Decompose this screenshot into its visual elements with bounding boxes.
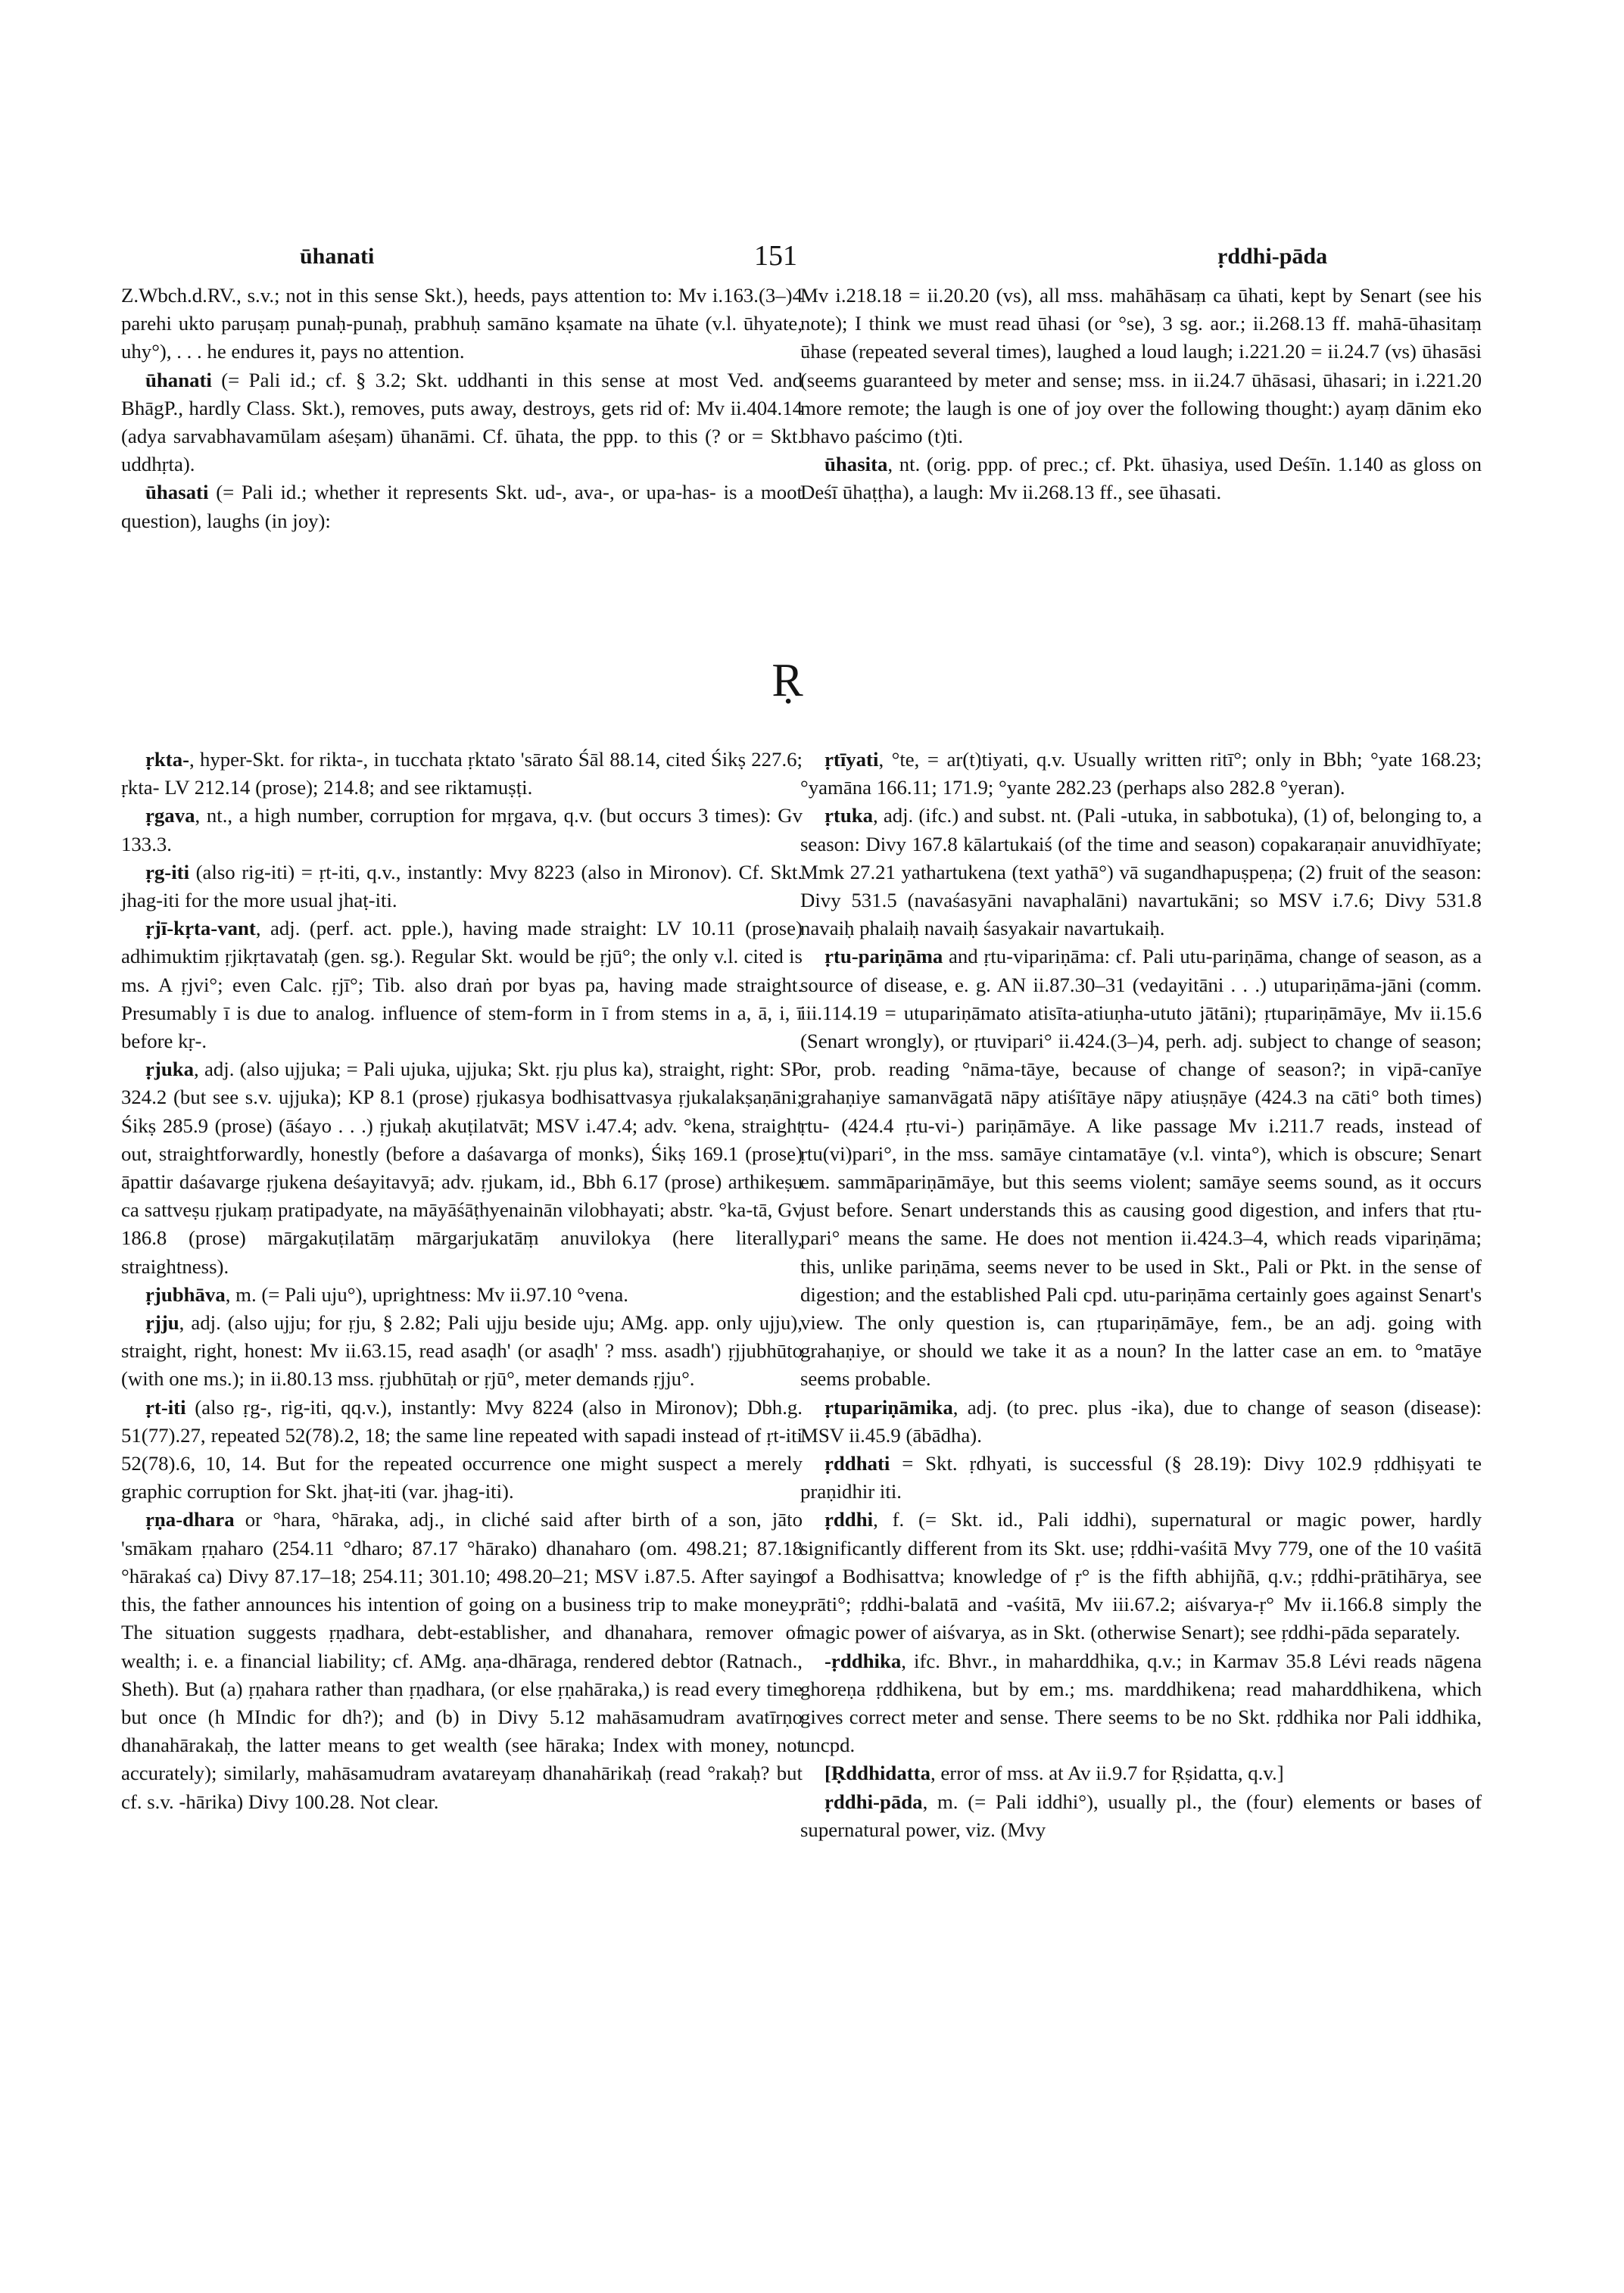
section-letter bbox=[757, 657, 818, 704]
entry bbox=[121, 1055, 803, 1281]
entry-head: ṛtuka bbox=[824, 804, 874, 827]
entry-head: ūhanati bbox=[145, 368, 212, 391]
entry-text: = Skt. ṛdhyati, is successful (§ 28.19): Divy 102.9 ṛddhiṣyati te praṇidhir iti. bbox=[800, 1452, 1482, 1503]
entry-head: ṛtu-pariṇāma bbox=[824, 945, 943, 968]
entry-head: ṛjī-kṛta-vant bbox=[145, 917, 256, 940]
entry-head: ūhasita bbox=[824, 453, 888, 476]
entry bbox=[121, 1394, 803, 1506]
entry-text: , adj. (perf. act. pple.), having made straight: LV 10.11 (prose) adhimuktim ṛjikṛtavataḥ (gen. sg.). Regular Skt. would be ṛjū°; the only v.l. cited is ms. A ṛjvi°; even Calc. ṛjī°; Tib. also draṅ por byas pa, having made straight. Presumably ī is due to analog. influence of stem-form in ī from stems in a, ā, i, ī before kṛ-. bbox=[121, 917, 803, 1053]
entry-head: [Ṛddhidatta bbox=[824, 1762, 930, 1785]
entry-text: or °hara, °hāraka, adj., in cliché said after birth of a son, jāto 'smākam ṛṇaharo (254.11 °dharo; 87.17 °hārako) dhanaharo (om. 498.21; 87.18 °hārakaś ca) Divy 87.17–18; 254.11; 301.10; 498.20–21; MSV i.87.5. After saying this, the father announces his intention of going on a business trip to make money. The situation suggests ṛṇadhara, debt-establisher, and dhanahara, remover of wealth; i. e. a financial liability; cf. AMg. aṇa-dhāraga, rendered debtor (Ratnach., Sheth). But (a) ṛṇahara rather than ṛṇadhara, (or else ṛṇahāraka,) is read every time but once (h MIndic for dh?); and (b) in Divy 5.12 mahāsamudram avatīrṇo dhanahārakaḥ, the latter means to get wealth (see hāraka; Index with money, not accurately); similarly, mahāsamudram avatareyaṃ dhanahārikaḥ (read °rakaḥ? but cf. s.v. -hārika) Divy 100.28. Not clear. bbox=[121, 1508, 803, 1813]
entry-head: -ṛddhika bbox=[824, 1649, 902, 1672]
entry bbox=[121, 1309, 803, 1394]
entry-text: (= Pali id.; whether it represents Skt. ud-, ava-, or upa-has- is a moot question), laughs (in joy): bbox=[121, 481, 803, 532]
entry-text: , m. (= Pali uju°), uprightness: Mv ii.97.10 °vena. bbox=[225, 1282, 628, 1306]
entry bbox=[121, 1506, 803, 1815]
top-right-column bbox=[800, 282, 1482, 507]
main-right-column bbox=[800, 746, 1482, 1844]
entry-text: , adj. (to prec. plus -ika), due to change of season (disease): MSV ii.45.9 (ābādha). bbox=[800, 1395, 1482, 1447]
entry-head: ṛkta- bbox=[145, 748, 190, 771]
entry bbox=[800, 450, 1482, 506]
entry-head: ṛddhati bbox=[824, 1452, 890, 1475]
entry bbox=[800, 746, 1482, 802]
entry-text: , nt. (orig. ppp. of prec.; cf. Pkt. ūhasiya, used Deśīn. 1.140 as gloss on Deśī ūhaṭṭha), a laugh: Mv ii.268.13 ff., see ūhasati. bbox=[800, 453, 1482, 504]
entry-text: , °te, = ar(t)tiyati, q.v. Usually written ritī°; only in Bbh; °yate 168.23; °yamāna 166.11; 171.9; °yante 282.23 (perhaps also 282.8 °yeran). bbox=[800, 748, 1482, 799]
entry bbox=[121, 746, 803, 802]
entry bbox=[121, 366, 803, 479]
entry-text: , hyper-Skt. for rikta-, in tucchata ṛktato 'sārato Śāl 88.14, cited Śikṣ 227.6; ṛkta- LV 212.14 (prose); 214.8; and see riktamuṣṭi. bbox=[121, 748, 803, 799]
entry-text: , error of mss. at Av ii.9.7 for Ṛṣidatta, q.v.] bbox=[930, 1762, 1284, 1785]
entry-text: Z.Wbch.d.RV., s.v.; not in this sense Skt.), heeds, pays attention to: Mv i.163.(3–)4 parehi ukto paruṣaṃ punaḥ-punaḥ, prabhuḥ samāno kṣamate na ūhate (v.l. ūhyate, uhy°), . . . he endures it, pays no attention. bbox=[121, 284, 803, 363]
entry bbox=[121, 914, 803, 1055]
entry-text: , ifc. Bhvr., in maharddhika, q.v.; in Karmav 35.8 Lévi reads nāgena ghoreṇa ṛddhikena, but by em.; ms. marddhikena; read maharddhikena, which gives correct meter and sense. There seems to be no Skt. ṛddhika nor Pali iddhika, uncpd. bbox=[800, 1649, 1482, 1757]
entry-head: ṛgava bbox=[145, 804, 195, 827]
entry-head: ṛddhi bbox=[824, 1508, 874, 1531]
entry-head: ūhasati bbox=[145, 481, 209, 504]
entry-text: , f. (= Skt. id., Pali iddhi), supernatural or magic power, hardly significantly different from its Skt. use; ṛddhi-vaśitā Mvy 779, one of the 10 vaśitā of a Bodhisattva; knowledge of ṛ° is the fifth abhijñā, q.v.; ṛddhi-prātihārya, see prāti°; ṛddhi-balatā and -vaśitā, Mv iii.67.2; aiśvarya-ṛ° Mv ii.166.8 simply the magic power of aiśvarya, as in Skt. (otherwise Senart); see ṛddhi-pāda separately. bbox=[800, 1508, 1482, 1644]
entry-text: , adj. (also ujju; for ṛju, § 2.82; Pali ujju beside uju; AMg. app. only ujju), straight, right, honest: Mv ii.63.15, read asaḍh' (or asaḍh' ? mss. asadh') ṛjjubhūto (with one ms.); in ii.80.13 mss. ṛjubhūtaḥ or ṛjū°, meter demands ṛjju°. bbox=[121, 1311, 803, 1391]
entry bbox=[800, 942, 1482, 1393]
running-head-right: ṛddhi-pāda bbox=[1217, 244, 1328, 269]
entry bbox=[800, 1450, 1482, 1506]
entry-text: Mv i.218.18 = ii.20.20 (vs), all mss. mahāhāsaṃ ca ūhati, kept by Senart (see his note); I think we must read ūhasi (or °se), 3 sg. aor.; ii.268.13 ff. mahā-ūhasitaṃ ūhase (repeated several times), laughed a loud laugh; i.221.20 = ii.24.7 (vs) ūhasāsi (seems guaranteed by meter and sense; mss. in ii.24.7 ūhāsasi, ūhasari; in i.221.20 more remote; the laugh is one of joy over the following thought:) ayaṃ dānim eko bhavo paścimo (t)ti. bbox=[800, 284, 1482, 448]
entry-head: ṛjubhāva bbox=[145, 1282, 226, 1306]
entry-head: ṛjju bbox=[145, 1311, 179, 1335]
entry bbox=[800, 1506, 1482, 1647]
entry bbox=[800, 282, 1482, 450]
section-letter-text: Ṛ bbox=[771, 655, 803, 706]
entry-text: , adj. (ifc.) and subst. nt. (Pali -utuka, in sabbotuka), (1) of, belonging to, a season: Divy 167.8 kālartukaiś (of the time and season) copakaraṇair anuvidhīyate; Mmk 27.21 yathartukena (text yathā°) vā sugandhapuṣpeṇa; (2) fruit of the season: Divy 531.5 (navaśasyāni navaphalāni) navartukāni; so MSV i.7.6; Divy 531.8 navaiḥ phalaiḥ navaiḥ śasyakair navartukaiḥ. bbox=[800, 804, 1482, 940]
entry-text: , adj. (also ujjuka; = Pali ujuka, ujjuka; Skt. ṛju plus ka), straight, right: SP 324.2 (but see s.v. ujjuka); KP 8.1 (prose) ṛjukasya bodhisattvasya ṛjukalakṣaṇāni; Śikṣ 285.9 (prose) (āśayo . . .) ṛjukaḥ akuṭilatvāt; MSV i.47.4; adv. °kena, straight out, straightforwardly, honestly (before a daśavarga of monks), Śikṣ 169.1 (prose) āpattir daśavarge ṛjukena deśayitavyā; adv. ṛjukam, id., Bbh 6.17 (prose) arthikeṣu ca sattveṣu ṛjukaṃ pratipadyate, na māyāśāṭhyenainān vilobhayati; abstr. °ka-tā, Gv 186.8 (prose) mārgakuṭilatāṃ mārgarjukatāṃ anuvilokya (here literally, straightness). bbox=[121, 1058, 803, 1278]
entry-head: ṛṇa-dhara bbox=[145, 1508, 235, 1531]
entry-text: and ṛtu-vipariṇāma: cf. Pali utu-pariṇāma, change of season, as a source of disease, e. g. AN ii.87.30–31 (vedayitāni . . .) utupariṇāma-jāni (comm. iii.114.19 = utupariṇāmato atisīta-atiuṇha-ututo jātāni); ṛtupariṇāmāye, Mv ii.15.6 (Senart wrongly), or ṛtuvipari° ii.424.(3–)4, perh. adj. subject to change of season; or, prob. reading °nāma-tāye, because of change of season?; in vipā-canīye grahaṇiye samanvāgatā nāpy atiśītāye nāpy atiuṣṇāye (424.3 na cāti° both times) ṛtu- (424.4 ṛtu-vi-) pariṇāmāye. A like passage Mv i.211.7 reads, instead of ṛtu(vi)pari°, in the mss. samāye cintamatāye (v.l. vinta°), which is obscure; Senart em. sammāpariṇāmāye, but this seems violent; samāye seems sound, as it occurs just before. Senart understands this as causing good digestion, and infers that ṛtu-pari° means the same. He does not mention ii.424.3–4, which reads vipariṇāma; this, unlike pariṇāma, seems never to be used in Skt., Pali or Pkt. in the sense of digestion; and the established Pali cpd. utu-pariṇāma certainly goes against Senart's view. The only question is, can ṛtupariṇāmāye, fem., be an adj. going with grahaṇiye, or should we take it as a noun? In the latter case an em. to °matāye seems probable. bbox=[800, 945, 1482, 1391]
main-left-column bbox=[121, 746, 803, 1816]
entry bbox=[121, 1281, 803, 1309]
entry-text: (= Pali id.; cf. § 3.2; Skt. uddhanti in this sense at most Ved. and BhāgP., hardly Class. Skt.), removes, puts away, destroys, gets rid of: Mv ii.404.14 (adya sarvabhavamūlam aśeṣam) ūhanāmi. Cf. ūhata, the ppp. to this (? or = Skt. uddhṛta). bbox=[121, 368, 803, 476]
entry bbox=[800, 1759, 1482, 1787]
page-number: 151 bbox=[754, 240, 797, 272]
entry bbox=[800, 1647, 1482, 1760]
entry-head: ṛtīyati bbox=[824, 748, 879, 771]
entry bbox=[800, 802, 1482, 942]
entry-head: ṛt-iti bbox=[145, 1395, 186, 1419]
entry-text: (also ṛg-, rig-iti, qq.v.), instantly: Mvy 8224 (also in Mironov); Dbh.g. 51(77).27, repeated 52(78).2, 18; the same line repeated with sapadi instead of ṛt-iti 52(78).6, 10, 14. But for the repeated occurrence one might suspect a merely graphic corruption for Skt. jhaṭ-iti (var. jhag-iti). bbox=[121, 1395, 803, 1503]
entry bbox=[800, 1394, 1482, 1450]
entry-head: ṛddhi-pāda bbox=[824, 1790, 923, 1813]
entry-text: (also rig-iti) = ṛt-iti, q.v., instantly: Mvy 8223 (also in Mironov). Cf. Skt. jhag-iti for the more usual jhaṭ-iti. bbox=[121, 860, 803, 912]
entry-head: ṛg-iti bbox=[145, 860, 190, 883]
entry bbox=[121, 282, 803, 366]
entry bbox=[121, 802, 803, 858]
entry-text: , nt., a high number, corruption for mṛgava, q.v. (but occurs 3 times): Gv 133.3. bbox=[121, 804, 803, 855]
running-head-left: ūhanati bbox=[300, 244, 375, 269]
entry bbox=[121, 858, 803, 914]
top-left-column bbox=[121, 282, 803, 535]
entry bbox=[121, 478, 803, 534]
entry-text: , m. (= Pali iddhi°), usually pl., the (four) elements or bases of supernatural power, viz. (Mvy bbox=[800, 1790, 1482, 1841]
entry-head: ṛjuka bbox=[145, 1058, 195, 1081]
entry bbox=[800, 1788, 1482, 1844]
entry-head: ṛtupariṇāmika bbox=[824, 1395, 953, 1419]
